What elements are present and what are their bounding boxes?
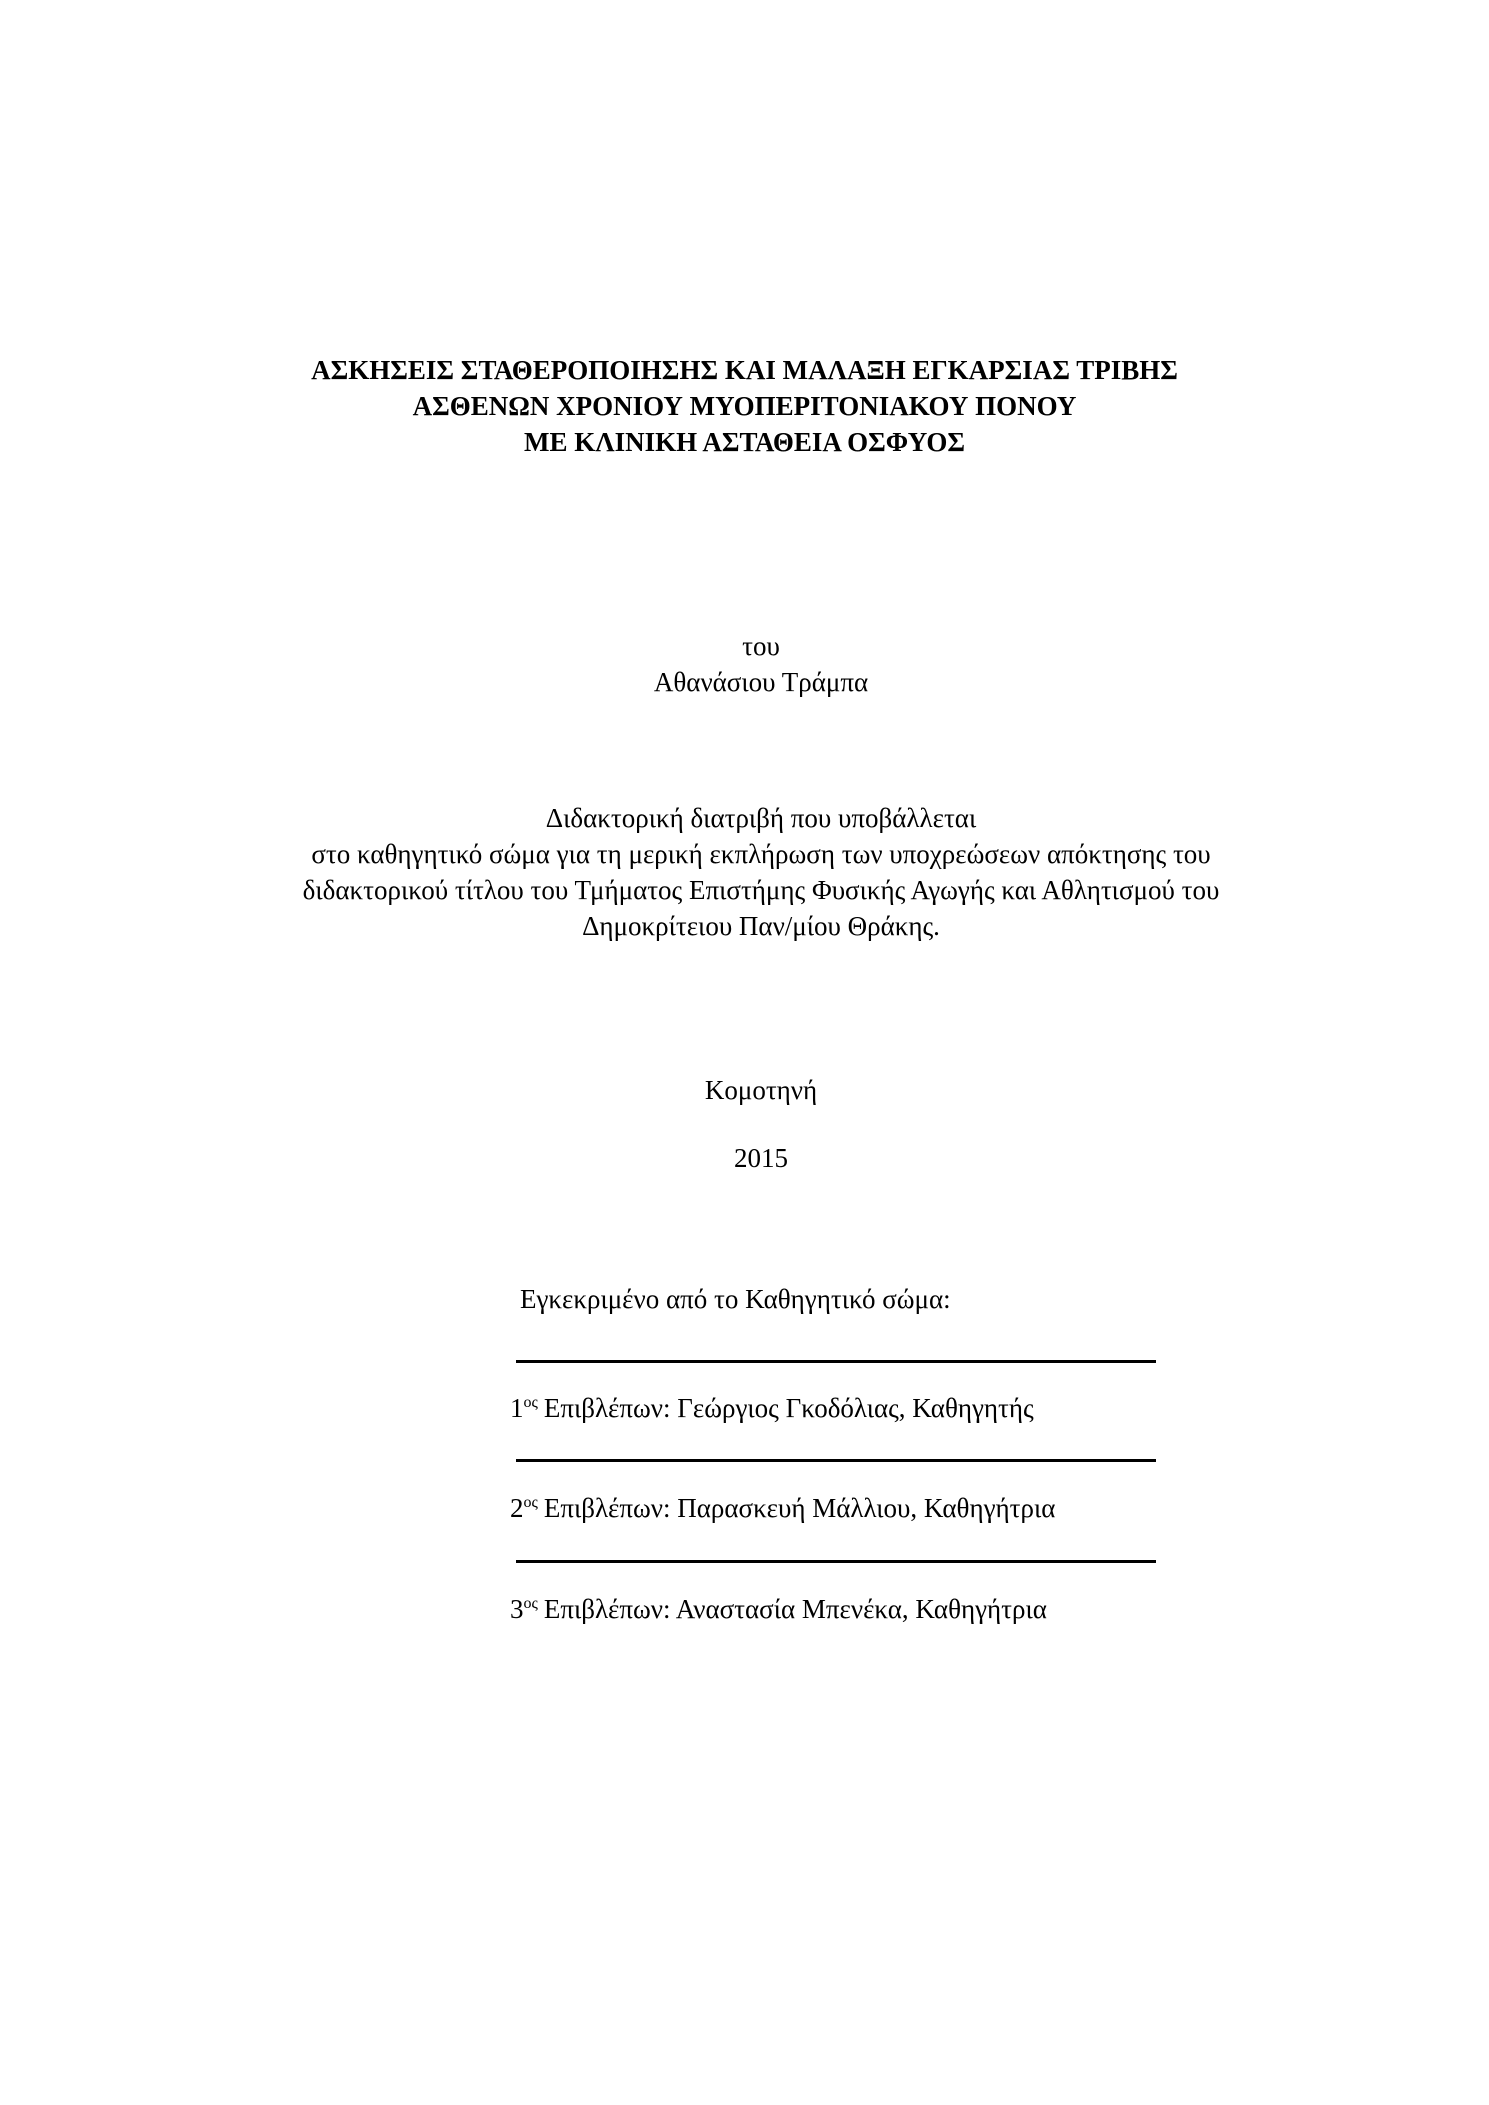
supervisor-2-ordinal: ος <box>523 1494 538 1511</box>
thesis-line-4: Δημοκρίτειου Παν/μίου Θράκης. <box>582 911 940 941</box>
thesis-line-2: στο καθηγητικό σώμα για τη μερική εκπλήρωση των υποχρεώσεων απόκτησης του <box>311 839 1211 869</box>
supervisor-3-ordinal: ος <box>523 1595 538 1612</box>
supervisor-1-text: Επιβλέπων: Γεώργιος Γκοδόλιας, Καθηγητής <box>543 1393 1034 1423</box>
thesis-line-3: διδακτορικού τίτλου του Τμήματος Επιστήμης Φυσικής Αγωγής και Αθλητισμού του <box>302 875 1220 905</box>
author-prefix: του <box>742 631 780 661</box>
title-line-1: ΑΣΚΗΣΕΙΣ ΣΤΑΘΕΡΟΠΟΙΗΣΗΣ ΚΑΙ ΜΑΛΑΞΗ ΕΓΚΑΡΣΙΑΣ ΤΡΙΒΗΣ <box>311 355 1178 385</box>
signature-line-1 <box>516 1360 1156 1363</box>
supervisor-2 <box>510 1485 1055 1526</box>
signature-line-3 <box>516 1560 1156 1563</box>
supervisor-3-number: 3 <box>510 1594 524 1624</box>
supervisor-3 <box>510 1586 1047 1627</box>
supervisor-1-number: 1 <box>510 1393 524 1423</box>
year: 2015 <box>734 1143 788 1173</box>
supervisor-1-ordinal: ος <box>523 1394 538 1411</box>
approval-label: Εγκεκριμένο από το Καθηγητικό σώμα: <box>520 1284 951 1314</box>
thesis-description <box>0 800 1489 944</box>
thesis-title <box>0 352 1489 460</box>
thesis-line-1: Διδακτορική διατριβή που υποβάλλεται <box>545 803 977 833</box>
title-line-2: ΑΣΘΕΝΩΝ ΧΡΟΝΙΟΥ ΜΥΟΠΕΡΙΤΟΝΙΑΚΟΥ ΠΟΝΟΥ <box>412 391 1077 421</box>
supervisor-2-number: 2 <box>510 1493 524 1523</box>
author-name: Αθανάσιου Τράμπα <box>653 667 869 697</box>
signature-line-2 <box>516 1459 1156 1462</box>
supervisor-1 <box>510 1385 1034 1426</box>
place: Κομοτηνή <box>704 1075 818 1105</box>
supervisor-2-text: Επιβλέπων: Παρασκευή Μάλλιου, Καθηγήτρια <box>543 1493 1056 1523</box>
supervisor-3-text: Επιβλέπων: Αναστασία Μπενέκα, Καθηγήτρια <box>543 1594 1047 1624</box>
author-block <box>0 628 1489 700</box>
title-line-3: ΜΕ ΚΛΙΝΙΚΗ ΑΣΤΑΘΕΙΑ ΟΣΦΥΟΣ <box>524 427 965 457</box>
